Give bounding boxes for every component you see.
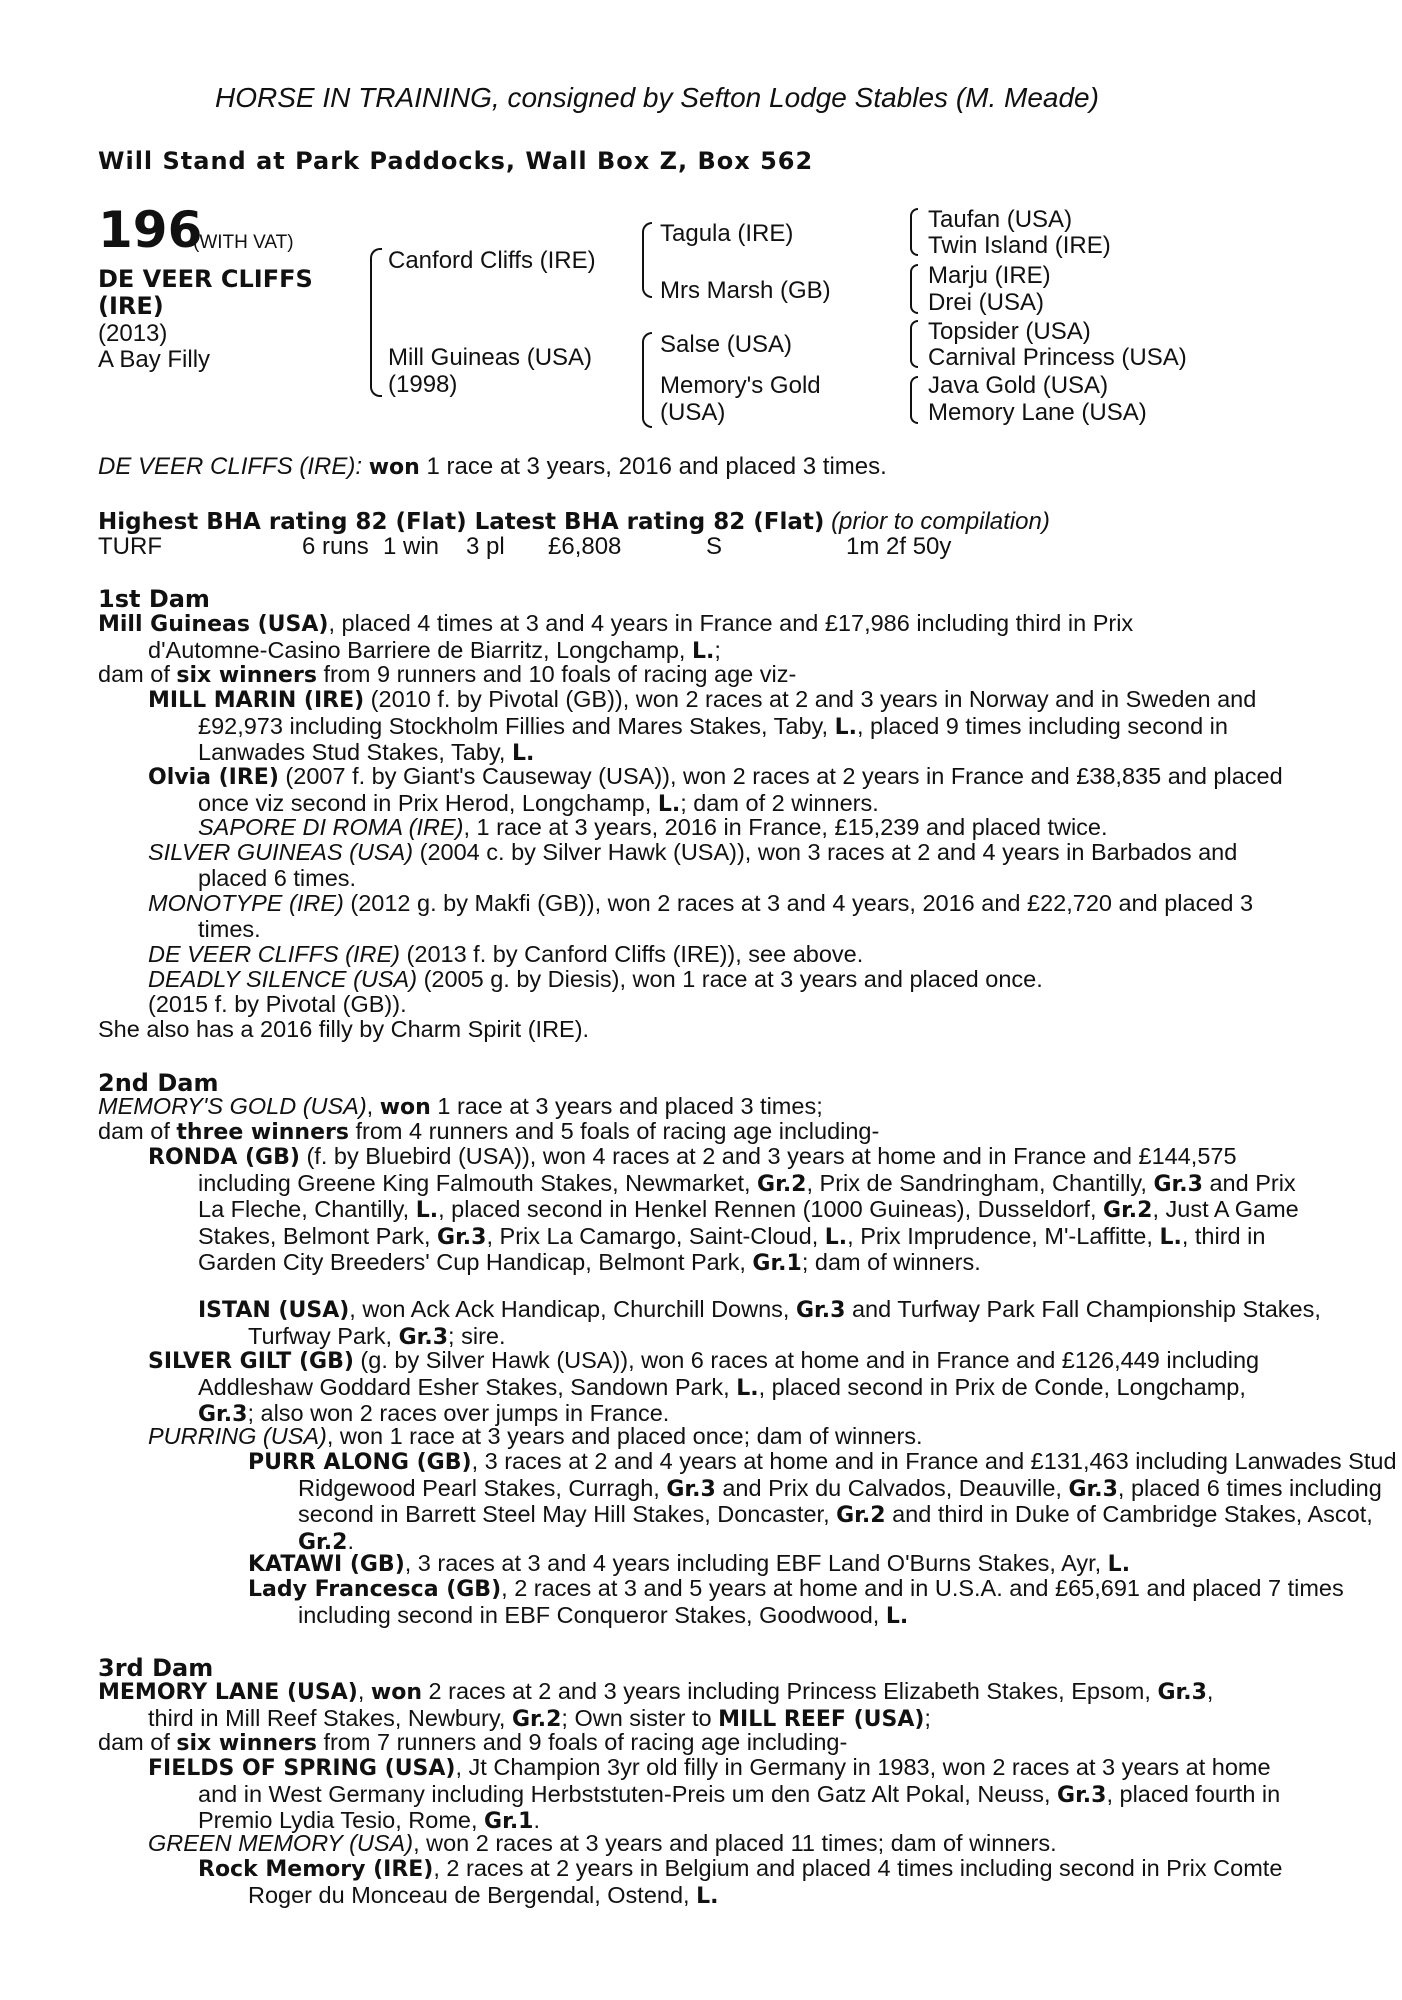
dam-sire: Salse (USA) — [660, 331, 793, 358]
dam-year: (1998) — [388, 371, 458, 398]
third-dam-title: 3rd Dam — [98, 1654, 214, 1682]
turf-label: TURF — [98, 533, 162, 560]
brace-salse — [910, 320, 918, 368]
gg-4: Drei (USA) — [928, 289, 1045, 316]
gg-7: Java Gold (USA) — [928, 372, 1109, 399]
second-dam-entry: MEMORY'S GOLD (USA), won 1 race at 3 years and placed 3 times; — [98, 1093, 823, 1120]
produce-purr-along: PURR ALONG (GB), 3 races at 2 and 4 years at home and in France and £131,463 including Lanwades Stud Ridgewood Pearl Stakes, Curragh, Gr.3 and Prix du Calvados, Deauville, Gr.3, placed 6 times including second in Barrett Steel May Hill Stakes, Doncaster, Gr.2 and third in Duke of Cambridge Stakes, Ascot, Gr.2. — [248, 1448, 1397, 1555]
produce-deadly-silence: DEADLY SILENCE (USA) (2005 g. by Diesis), won 1 race at 3 years and placed once. — [148, 966, 1043, 992]
first-dam-entry: Mill Guineas (USA), placed 4 times at 3 and 4 years in France and £17,986 including third in Prix d'Automne-Casino Barriere de Biarritz, Longchamp, L.; — [98, 610, 1134, 664]
second-dam-produce: dam of three winners from 4 runners and 5 foals of racing age including- — [98, 1118, 880, 1145]
dam: Mill Guineas (USA) — [388, 344, 593, 371]
sire-sire: Tagula (IRE) — [660, 220, 794, 247]
race-record-text: 1 race at 3 years, 2016 and placed 3 times. — [426, 453, 887, 480]
produce-silver-guineas: SILVER GUINEAS (USA) (2004 c. by Silver Hawk (USA)), won 3 races at 2 and 4 years in Barbados and placed 6 times. — [148, 839, 1238, 891]
lot-number: 196 — [98, 201, 203, 259]
sire: Canford Cliffs (IRE) — [388, 247, 596, 274]
produce-olvia: Olvia (IRE) (2007 f. by Giant's Causeway (USA)), won 2 races at 2 years in France and £38,835 and placed once viz second in Prix Herod, Longchamp, L.; dam of 2 winners. — [148, 763, 1283, 817]
produce-rock-memory: Rock Memory (IRE), 2 races at 2 years in Belgium and placed 4 times including second in Prix Comte Roger du Monceau de Bergendal, Ostend, L. — [198, 1855, 1283, 1909]
turf-distance: 1m 2f 50y — [846, 533, 952, 560]
produce-lady-francesca: Lady Francesca (GB), 2 races at 3 and 5 years at home and in U.S.A. and £65,691 and placed 7 times including second in EBF Conqueror Stakes, Goodwood, L. — [248, 1575, 1344, 1629]
turf-earnings: £6,808 — [548, 533, 622, 560]
gg-6: Carnival Princess (USA) — [928, 344, 1187, 371]
horse-description: A Bay Filly — [98, 346, 211, 373]
produce-green-memory: GREEN MEMORY (USA), won 2 races at 3 years and placed 11 times; dam of winners. — [148, 1830, 1057, 1856]
horse-country: (IRE) — [98, 292, 164, 320]
gg-8: Memory Lane (USA) — [928, 399, 1147, 426]
produce-de-veer-cliffs: DE VEER CLIFFS (IRE) (2013 f. by Canford Cliffs (IRE)), see above. — [148, 941, 864, 967]
turf-going: S — [706, 533, 723, 560]
brace-memorys-gold — [910, 376, 918, 424]
brace-dam — [642, 332, 652, 428]
brace-mrs-marsh — [910, 264, 918, 314]
dam-dam: Memory's Gold — [660, 372, 821, 399]
brace-sire-dam — [370, 248, 382, 397]
third-dam-entry: MEMORY LANE (USA), won 2 races at 2 and 3 years including Princess Elizabeth Stakes, Epsom, Gr.3, third in Mill Reef Stakes, Newbury, Gr.2; Own sister to MILL REEF (USA); — [98, 1678, 1214, 1732]
produce-mill-marin: MILL MARIN (IRE) (2010 f. by Pivotal (GB)), won 2 races at 2 and 3 years in Norway and in Sweden and £92,973 including Stockholm Fillies and Mares Stakes, Taby, L., placed 9 times including second in Lanwades Stud Stakes, Taby, L. — [148, 686, 1257, 766]
produce-istan: ISTAN (USA), won Ack Ack Handicap, Churchill Downs, Gr.3 and Turfway Park Fall Championship Stakes, Turfway Park, Gr.3; sire. — [198, 1296, 1321, 1350]
rating-text: Highest BHA rating 82 (Flat) Latest BHA rating 82 (Flat) — [98, 509, 825, 535]
produce-ronda: RONDA (GB) (f. by Bluebird (USA)), won 4 races at 2 and 3 years at home and in France and £144,575 including Greene King Falmouth Stakes, Newmarket, Gr.2, Prix de Sandringham, Chantilly, Gr.3 and Prix La Fleche, Chantilly, L., placed second in Henkel Rennen (1000 Guineas), Dusseldorf, Gr.2, Just A Game Stakes, Belmont Park, Gr.3, Prix La Camargo, Saint-Cloud, L., Prix Imprudence, M'-Laffitte, L., third in Garden City Breeders' Cup Handicap, Belmont Park, Gr.1; dam of winners. — [148, 1143, 1299, 1276]
foaling-year: (2013) — [98, 320, 168, 347]
race-record — [98, 453, 887, 481]
sire-dam: Mrs Marsh (GB) — [660, 277, 831, 304]
produce-monotype: MONOTYPE (IRE) (2012 g. by Makfi (GB)), won 2 races at 3 and 4 years, 2016 and £22,720 and placed 3 times. — [148, 890, 1254, 942]
rating-note: (prior to compilation) — [831, 508, 1050, 535]
first-dam-title: 1st Dam — [98, 585, 210, 613]
gg-5: Topsider (USA) — [928, 318, 1091, 345]
horse-name: DE VEER CLIFFS — [98, 265, 313, 293]
won-label: won — [368, 455, 420, 480]
vat-note: (WITH VAT) — [193, 232, 294, 253]
stand-location: Will Stand at Park Paddocks, Wall Box Z, Box 562 — [98, 147, 814, 175]
dam-dam-country: (USA) — [660, 399, 726, 426]
gg-1: Taufan (USA) — [928, 206, 1073, 233]
produce-purring: PURRING (USA), won 1 race at 3 years and placed once; dam of winners. — [148, 1423, 923, 1449]
gg-2: Twin Island (IRE) — [928, 232, 1111, 259]
turf-runs: 6 runs — [302, 533, 369, 560]
turf-wins: 1 win — [383, 533, 440, 560]
page-title: HORSE IN TRAINING, consigned by Sefton Lodge Stables (M. Meade) — [215, 82, 1099, 113]
produce-katawi: KATAWI (GB), 3 races at 3 and 4 years including EBF Land O'Burns Stakes, Ayr, L. — [248, 1550, 1131, 1577]
race-record-horse: DE VEER CLIFFS (IRE): — [98, 453, 363, 480]
gg-3: Marju (IRE) — [928, 262, 1051, 289]
first-dam-produce: dam of six winners from 9 runners and 10 foals of racing age viz- — [98, 661, 797, 688]
produce-silver-gilt: SILVER GILT (GB) (g. by Silver Hawk (USA)), won 6 races at home and in France and £126,449 including Addleshaw Goddard Esher Stakes, Sandown Park, L., placed second in Prix de Conde, Longchamp, Gr.3; also won 2 races over jumps in France. — [148, 1347, 1260, 1427]
produce-2015-filly: (2015 f. by Pivotal (GB)). — [148, 991, 407, 1017]
bha-rating — [98, 508, 1050, 536]
produce-fields-of-spring: FIELDS OF SPRING (USA), Jt Champion 3yr old filly in Germany in 1983, won 2 races at 3 years at home and in West Germany including Herbststuten-Preis um den Gatz Alt Pokal, Neuss, Gr.3, placed fourth in Premio Lydia Tesio, Rome, Gr.1. — [148, 1754, 1281, 1834]
third-dam-produce: dam of six winners from 7 runners and 9 foals of racing age including- — [98, 1729, 848, 1756]
turf-placed: 3 pl — [466, 533, 505, 560]
brace-sire — [642, 222, 652, 298]
first-dam-also: She also has a 2016 filly by Charm Spirit (IRE). — [98, 1016, 590, 1042]
produce-sapore-di-roma: SAPORE DI ROMA (IRE), 1 race at 3 years, 2016 in France, £15,239 and placed twice. — [198, 814, 1108, 840]
second-dam-title: 2nd Dam — [98, 1069, 219, 1097]
brace-tagula — [910, 208, 918, 256]
